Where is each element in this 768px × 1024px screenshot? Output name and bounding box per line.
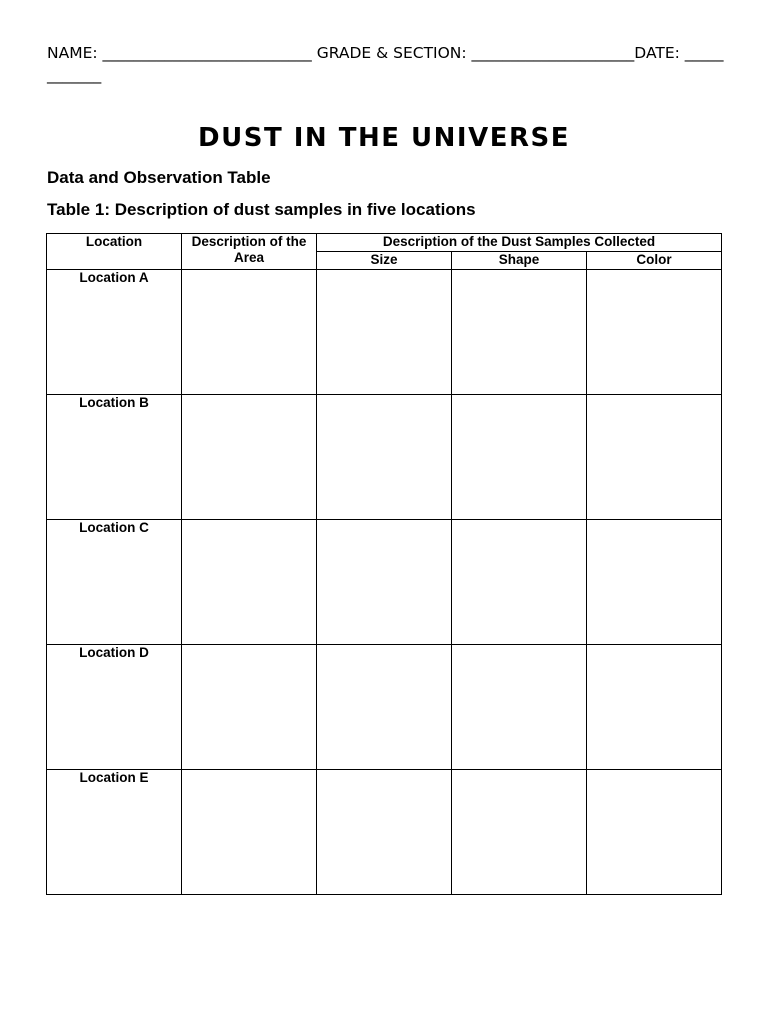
color-cell[interactable] (587, 645, 722, 770)
name-grade-date-line: NAME: ___________________________ GRADE & SECTION: _____________________DATE: ____________ (47, 44, 724, 84)
table-row (47, 520, 722, 645)
section-subtitle: Data and Observation Table (47, 168, 271, 187)
row-label: Location E (47, 770, 182, 895)
color-cell[interactable] (587, 270, 722, 395)
header-color: Color (587, 252, 722, 270)
area-cell[interactable] (182, 645, 317, 770)
size-cell[interactable] (317, 270, 452, 395)
area-cell[interactable] (182, 520, 317, 645)
row-label: Location B (47, 395, 182, 520)
area-cell[interactable] (182, 395, 317, 520)
color-cell[interactable] (587, 520, 722, 645)
shape-cell[interactable] (452, 645, 587, 770)
table-row (47, 770, 722, 895)
row-label: Location C (47, 520, 182, 645)
shape-cell[interactable] (452, 270, 587, 395)
header-shape: Shape (452, 252, 587, 270)
table-row (47, 270, 722, 395)
observation-table (46, 233, 722, 895)
table-row (47, 645, 722, 770)
header-dust-samples-group: Description of the Dust Samples Collected (317, 234, 722, 252)
shape-cell[interactable] (452, 770, 587, 895)
color-cell[interactable] (587, 395, 722, 520)
header-area-description: Description of the Area (182, 234, 317, 270)
size-cell[interactable] (317, 770, 452, 895)
size-cell[interactable] (317, 520, 452, 645)
table-caption: Table 1: Description of dust samples in five locations (47, 200, 476, 219)
table-header-row (47, 234, 722, 252)
shape-cell[interactable] (452, 520, 587, 645)
color-cell[interactable] (587, 770, 722, 895)
shape-cell[interactable] (452, 395, 587, 520)
table-row (47, 395, 722, 520)
area-cell[interactable] (182, 270, 317, 395)
size-cell[interactable] (317, 645, 452, 770)
size-cell[interactable] (317, 395, 452, 520)
header-size: Size (317, 252, 452, 270)
document-title: DUST IN THE UNIVERSE (198, 123, 570, 153)
row-label: Location A (47, 270, 182, 395)
row-label: Location D (47, 645, 182, 770)
header-location: Location (47, 234, 182, 270)
area-cell[interactable] (182, 770, 317, 895)
